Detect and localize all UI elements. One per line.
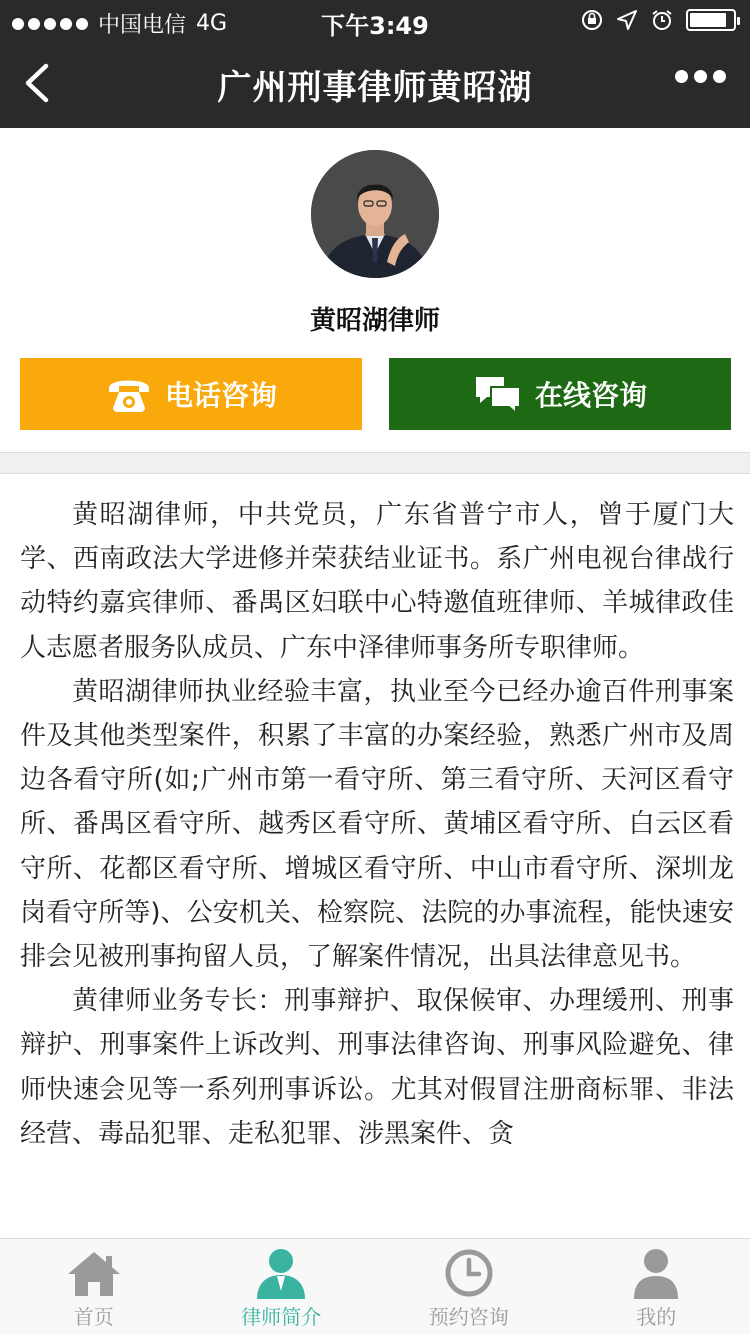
section-divider [0, 452, 750, 474]
tab-home[interactable] [0, 1239, 188, 1334]
rotation-lock-icon [580, 8, 604, 32]
lawyer-profile [0, 128, 750, 452]
tab-lawyer-intro[interactable] [188, 1239, 376, 1334]
home-icon [63, 1245, 125, 1301]
lawyer-portrait-image [311, 150, 439, 278]
clock-icon [438, 1245, 500, 1301]
tab-label: 预约咨询 [428, 1305, 509, 1329]
status-time: 下午3:49 [321, 12, 429, 40]
battery-icon [686, 9, 736, 31]
page-title: 广州刑事律师黄昭湖 [217, 68, 533, 108]
intro-paragraph: 黄律师业务专长：刑事辩护、取保候审、办理缓刑、刑事辩护、刑事案件上诉改判、刑事法律咨询、刑事风险避免、律师快速会见等一系列刑事诉讼。尤其对假冒注册商标罪、非法经营、毒品犯罪、走私犯罪、涉黑案件、贪 [20, 986, 734, 1149]
carrier-label: 中国电信 [98, 13, 187, 38]
bottom-tab-bar [0, 1238, 750, 1334]
status-bar [0, 0, 750, 40]
intro-paragraph: 黄昭湖律师，中共党员，广东省普宁市人，曾于厦门大学、西南政法大学进修并荣获结业证书。系广州电视台律战行动特约嘉宾律师、番禺区妇联中心特邀值班律师、羊城律政佳人志愿者服务队成员、广东中泽律师事务所专职律师。 [20, 500, 734, 663]
telephone-icon [105, 374, 153, 414]
tab-mine[interactable] [563, 1239, 750, 1334]
tab-label: 首页 [73, 1305, 114, 1329]
lawyer-icon [250, 1245, 312, 1301]
intro-paragraph: 黄昭湖律师执业经验丰富，执业至今已经办逾百件刑事案件及其他类型案件，积累了丰富的办案经验，熟悉广州市及周边各看守所(如;广州市第一看守所、第三看守所、天河区看守所、番禺区看守所、越秀区看守所、黄埔区看守所、白云区看守所、花都区看守所、增城区看守所、中山市看守所、深圳龙岗看守所等)、公安机关、检察院、法院的办事流程，能快速安排会见被刑事拘留人员，了解案件情况，出具法律意见书。 [20, 676, 734, 973]
more-options-button[interactable] [675, 70, 726, 83]
chat-bubbles-icon [473, 373, 523, 415]
network-label: 4G [196, 11, 228, 36]
tab-label: 我的 [636, 1305, 677, 1329]
user-icon [625, 1245, 687, 1301]
location-icon [616, 9, 638, 31]
tab-label: 律师简介 [241, 1305, 322, 1329]
phone-consult-label: 电话咨询 [164, 379, 277, 412]
lawyer-name: 黄昭湖律师 [309, 306, 440, 336]
online-consult-label: 在线咨询 [534, 379, 647, 412]
status-bar-right [580, 8, 736, 32]
tab-appointment[interactable] [375, 1239, 563, 1334]
online-consult-button[interactable] [389, 358, 731, 430]
alarm-icon [650, 8, 674, 32]
avatar [311, 150, 439, 278]
lawyer-introduction [20, 493, 734, 1238]
phone-consult-button[interactable] [20, 358, 362, 430]
nav-bar [0, 40, 750, 128]
